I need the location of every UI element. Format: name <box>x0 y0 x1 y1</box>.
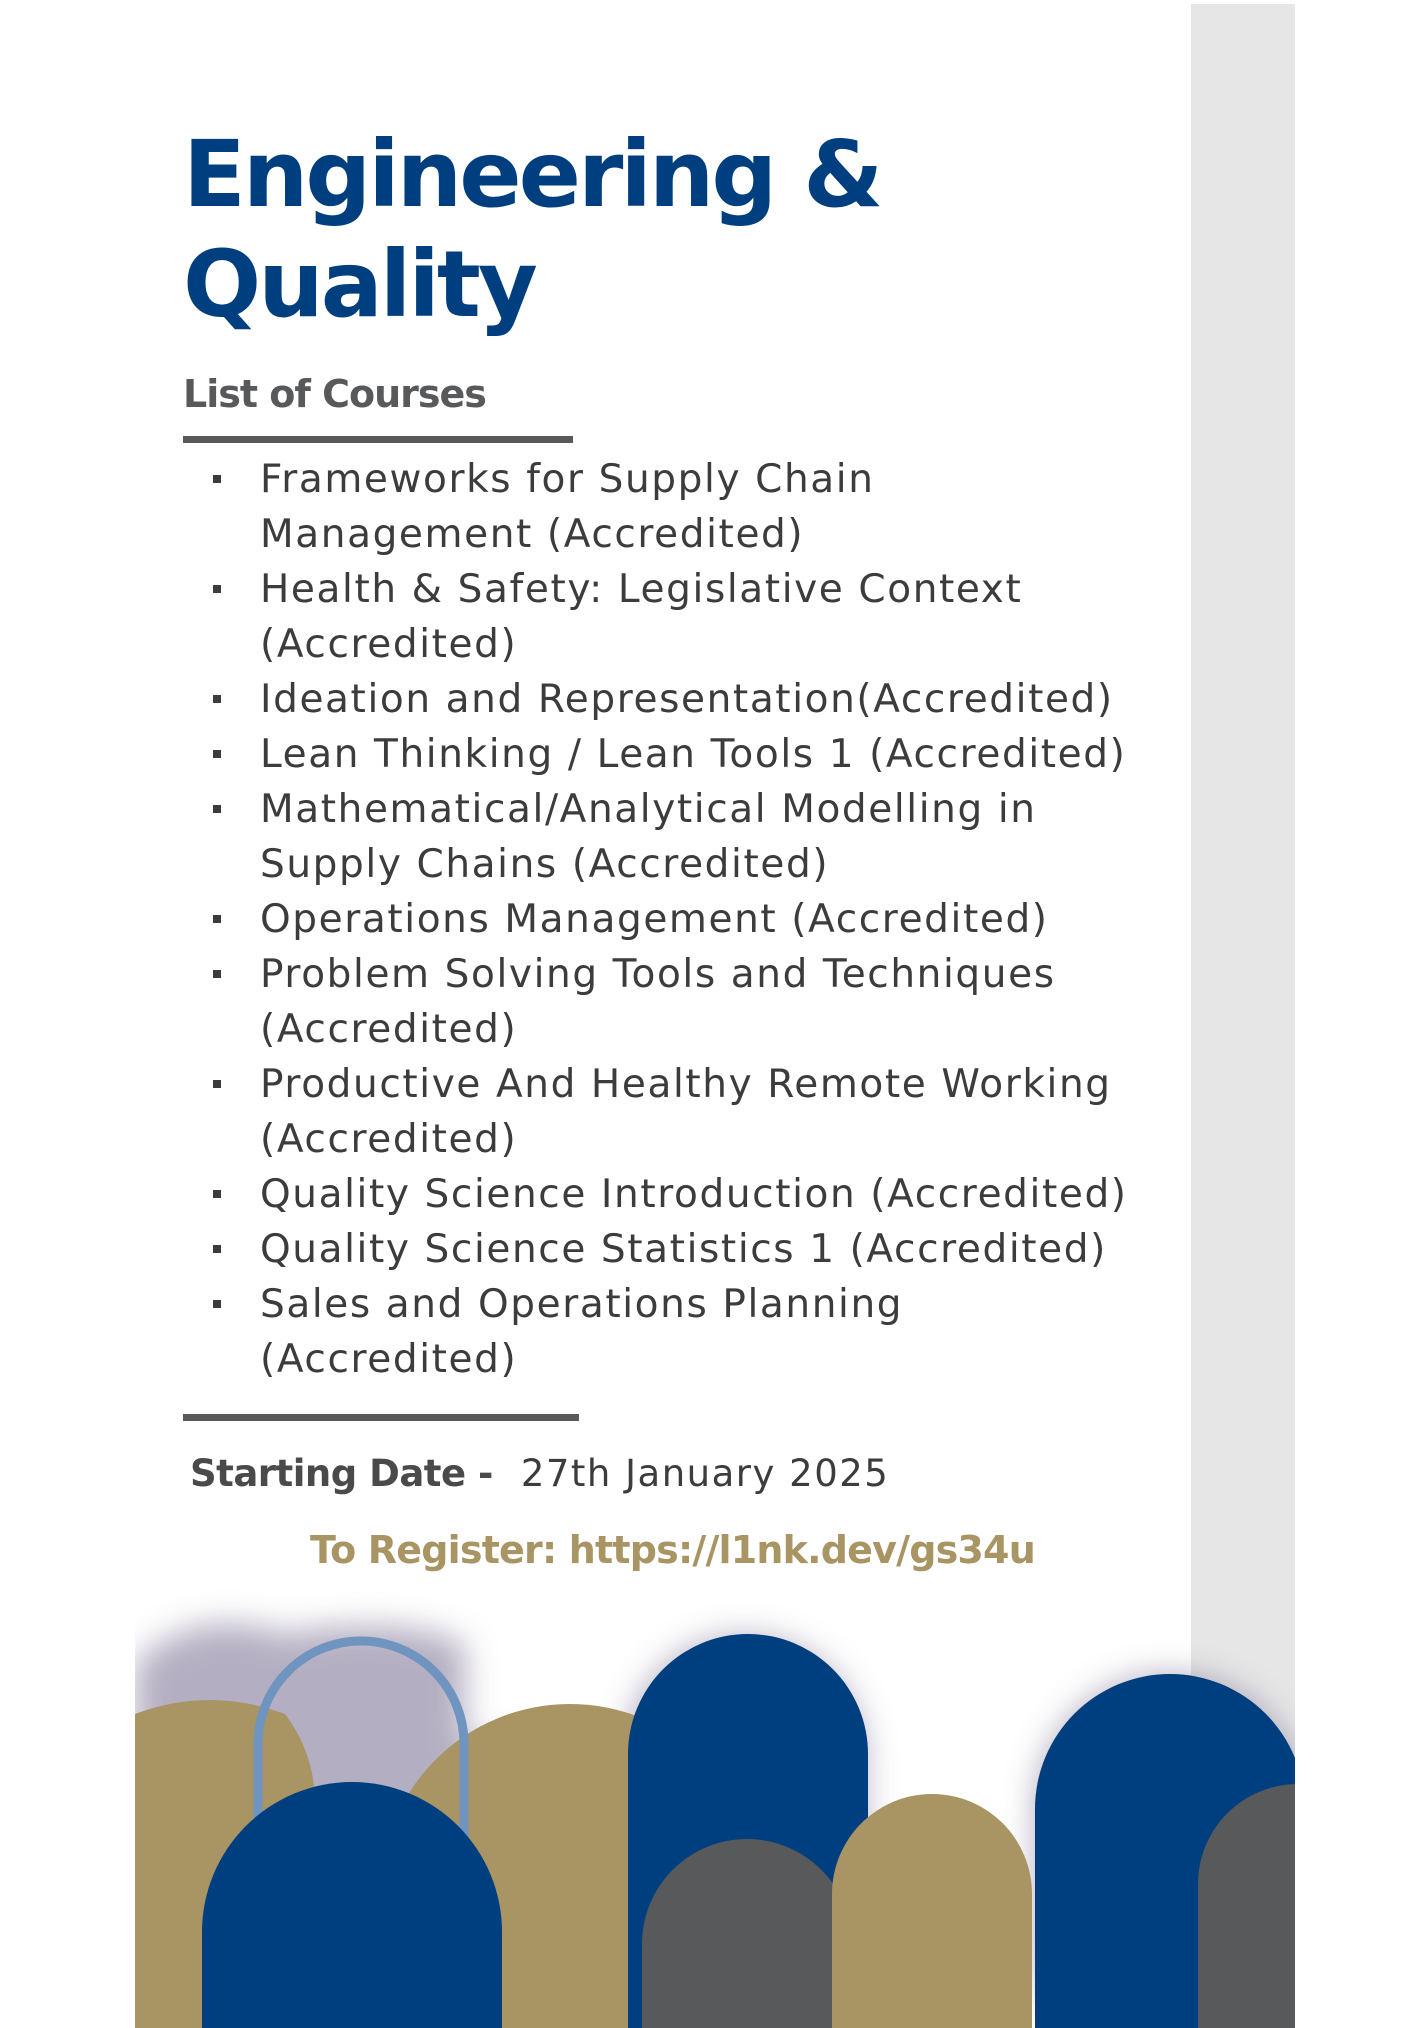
title-line-1: Engineering & <box>183 121 881 228</box>
course-name-line-1: Operations Management (Accredited) <box>260 897 1049 942</box>
course-name-line-1: Frameworks for Supply Chain <box>260 457 875 502</box>
course-item <box>213 892 1203 947</box>
course-item <box>213 727 1203 782</box>
bullet-icon <box>213 805 221 813</box>
course-item <box>213 1277 1203 1387</box>
register-link[interactable]: To Register: https://l1nk.dev/gs34u <box>310 1528 1035 1572</box>
course-name-line-1: Health & Safety: Legislative Context <box>260 567 1023 612</box>
course-item <box>213 1057 1203 1167</box>
course-item <box>213 672 1203 727</box>
course-name-line-1: Problem Solving Tools and Techniques <box>260 952 1056 997</box>
bullet-icon <box>213 585 221 593</box>
course-name-line-1: Productive And Healthy Remote Working <box>260 1062 1112 1107</box>
course-item <box>213 452 1203 562</box>
course-name-line-2: (Accredited) <box>260 1007 518 1052</box>
footer-divider <box>183 1414 579 1421</box>
course-name-line-1: Mathematical/Analytical Modelling in <box>260 787 1037 832</box>
course-item <box>213 562 1203 672</box>
starting-date-row <box>190 1452 889 1495</box>
bullet-icon <box>213 1080 221 1088</box>
course-list <box>213 452 1203 1387</box>
course-name-line-1: Quality Science Statistics 1 (Accredited) <box>260 1227 1107 1272</box>
list-of-courses-heading: List of Courses <box>183 372 486 416</box>
course-name-line-1: Sales and Operations Planning <box>260 1282 904 1327</box>
gold-arch-right <box>832 1794 1032 2028</box>
course-item <box>213 1222 1203 1277</box>
course-name-line-1: Ideation and Representation(Accredited) <box>260 677 1114 722</box>
course-flyer <box>135 4 1295 2028</box>
course-name-line-1: Quality Science Introduction (Accredited) <box>260 1172 1128 1217</box>
course-item <box>213 1167 1203 1222</box>
bullet-icon <box>213 750 221 758</box>
heading-divider <box>183 436 573 443</box>
starting-date-label: Starting Date - <box>190 1452 493 1495</box>
bullet-icon <box>213 1190 221 1198</box>
course-name-line-2: (Accredited) <box>260 1337 518 1382</box>
course-name-line-2: Supply Chains (Accredited) <box>260 842 830 887</box>
decorative-arches <box>135 1564 1295 2028</box>
bullet-icon <box>213 1300 221 1308</box>
bullet-icon <box>213 475 221 483</box>
course-name-line-2: (Accredited) <box>260 1117 518 1162</box>
course-name-line-2: (Accredited) <box>260 622 518 667</box>
bullet-icon <box>213 915 221 923</box>
course-item <box>213 782 1203 892</box>
bullet-icon <box>213 695 221 703</box>
bullet-icon <box>213 1245 221 1253</box>
course-item <box>213 947 1203 1057</box>
flyer-title <box>183 120 1083 340</box>
bullet-icon <box>213 970 221 978</box>
course-name-line-2: Management (Accredited) <box>260 512 805 557</box>
title-line-2: Quality <box>183 231 535 338</box>
starting-date-value: 27th January 2025 <box>520 1452 890 1495</box>
course-name-line-1: Lean Thinking / Lean Tools 1 (Accredited) <box>260 732 1127 777</box>
